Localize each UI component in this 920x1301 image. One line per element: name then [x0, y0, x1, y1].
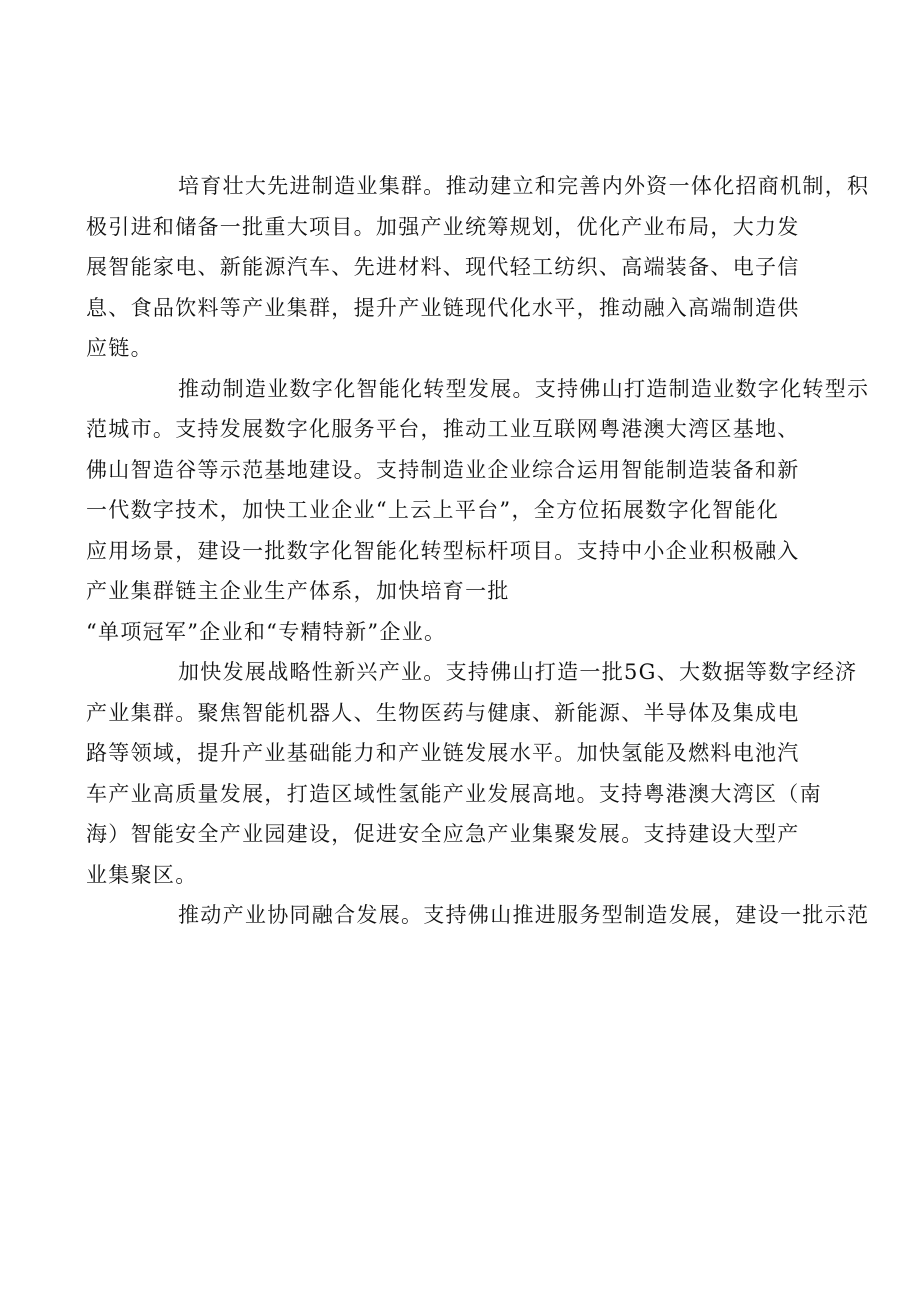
- text-line: 产业集群链主企业生产体系，加快培育一批: [86, 579, 510, 603]
- text-line: 培育壮大先进制造业集群。推动建立和完善内外资一体化招商机制，积: [178, 174, 870, 198]
- text-line: 佛山智造谷等示范基地建设。支持制造业企业综合运用智能制造装备和新: [86, 457, 800, 482]
- paragraph-emerging-industries: [86, 652, 858, 895]
- text-line: “单项冠军”企业和“专精特新”企业。: [86, 619, 447, 644]
- text-line: 产业集群。聚焦智能机器人、生物医药与健康、新能源、半导体及集成电: [86, 700, 800, 725]
- text-line: 一代数字技术，加快工业企业“上云上平台”，全方位拓展数字化智能化: [86, 498, 780, 522]
- text-line: 范城市。支持发展数字化服务平台，推动工业互联网粤港澳大湾区基地、: [86, 417, 800, 441]
- text-line: 业集聚区。: [86, 862, 198, 887]
- text-line: 应用场景，建设一批数字化智能化转型标杆项目。支持中小企业积极融入: [86, 538, 800, 563]
- paragraph-advanced-manufacturing-clusters: [86, 166, 870, 369]
- document-body: [86, 166, 870, 936]
- text-line: 推动制造业数字化智能化转型发展。支持佛山打造制造业数字化转型示: [178, 376, 870, 401]
- text-line: 息、食品饮料等产业集群，提升产业链现代化水平，推动融入高端制造供: [86, 295, 800, 320]
- text-line: 极引进和储备一批重大项目。加强产业统筹规划，优化产业布局，大力发: [86, 214, 800, 239]
- text-line: 海）智能安全产业园建设，促进安全应急产业集聚发展。支持建设大型产: [86, 822, 800, 846]
- text-line: 车产业高质量发展，打造区域性氢能产业发展高地。支持粤港澳大湾区（南: [86, 781, 822, 806]
- text-line: 应链。: [86, 336, 153, 360]
- paragraph-digital-transformation: [86, 369, 870, 653]
- text-line: 推动产业协同融合发展。支持佛山推进服务型制造发展，建设一批示范: [178, 903, 870, 927]
- text-line: 展智能家电、新能源汽车、先进材料、现代轻工纺织、高端装备、电子信: [86, 255, 800, 279]
- paragraph-industrial-integration: [86, 895, 870, 936]
- text-line: 加快发展战略性新兴产业。支持佛山打造一批5G、大数据等数字经济: [178, 660, 858, 684]
- text-line: 路等领域，提升产业基础能力和产业链发展水平。加快氢能及燃料电池汽: [86, 741, 800, 765]
